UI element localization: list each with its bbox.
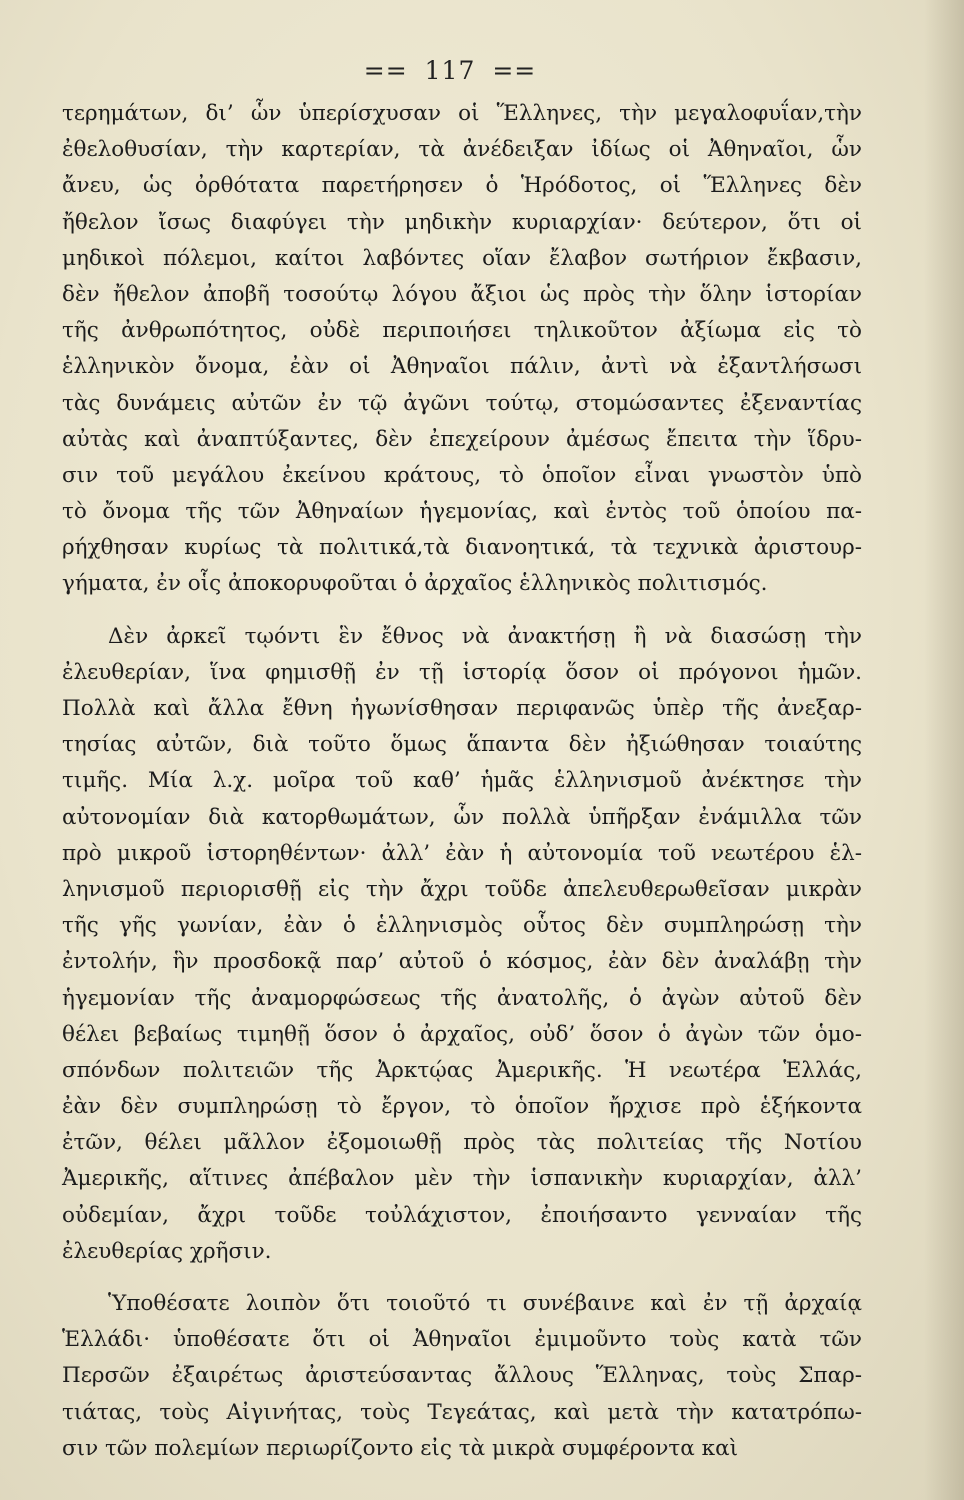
text-line: τῆς γῆς γωνίαν, ἐὰν ὁ ἑλληνισμὸς οὗτος δὲν συμπληρώσῃ τὴν bbox=[62, 913, 862, 939]
text-line: Δὲν ἀρκεῖ τῳόντι ἓν ἔθνος νὰ ἀνακτήσῃ ἢ νὰ διασώσῃ τὴν bbox=[108, 623, 862, 649]
text-line: ρήχθησαν κυρίως τὰ πολιτικά,τὰ διανοητικά, τὰ τεχνικὰ ἀριστουρ- bbox=[62, 535, 862, 561]
text-line: Ἀμερικῆς, αἵτινες ἀπέβαλον μὲν τὴν ἱσπανικὴν κυριαρχίαν, ἀλλ’ bbox=[62, 1166, 862, 1192]
text-line: αὐτὰς καὶ ἀναπτύξαντες, δὲν ἐπεχείρουν ἀμέσως ἔπειτα τὴν ἵδρυ- bbox=[62, 426, 862, 452]
text-line: σιν τοῦ μεγάλου ἐκείνου κράτους, τὸ ὁποῖον εἶναι γνωστὸν ὑπὸ bbox=[62, 462, 862, 488]
text-line: τιμῆς. Μία λ.χ. μοῖρα τοῦ καθ’ ἡμᾶς ἑλληνισμοῦ ἀνέκτησε τὴν bbox=[62, 768, 862, 794]
text-line: ληνισμοῦ περιορισθῇ εἰς τὴν ἄχρι τοῦδε ἀπελευθερωθεῖσαν μικρὰν bbox=[62, 876, 862, 902]
text-line: ἐτῶν, θέλει μᾶλλον ἐξομοιωθῇ πρὸς τὰς πολιτείας τῆς Νοτίου bbox=[62, 1130, 862, 1156]
paragraph-gap bbox=[62, 1270, 862, 1286]
text-line: ἐλευθερίαν, ἵνα φημισθῇ ἐν τῇ ἱστορίᾳ ὅσον οἱ πρόγονοι ἡμῶν. bbox=[62, 659, 862, 685]
text-line: τὰς δυνάμεις αὐτῶν ἐν τῷ ἀγῶνι τούτῳ, στομώσαντες ἐξεναντίας bbox=[62, 390, 862, 416]
page-edge-shadow bbox=[924, 0, 964, 1500]
text-line: ἡγεμονίαν τῆς ἀναμορφώσεως τῆς ἀνατολῆς, ὁ ἀγὼν αὐτοῦ δὲν bbox=[62, 985, 862, 1011]
text-line: μηδικοὶ πόλεμοι, καίτοι λαβόντες οἵαν ἔλαβον σωτήριον ἔκβασιν, bbox=[62, 245, 862, 271]
paragraph bbox=[62, 1286, 862, 1467]
text-line: ἐὰν δὲν συμπληρώσῃ τὸ ἔργον, τὸ ὁποῖον ἤρχισε πρὸ ἑξήκοντα bbox=[62, 1094, 862, 1120]
text-line: τῆς ἀνθρωπότητος, οὐδὲ περιποιήσει τηλικοῦτον ἀξίωμα εἰς τὸ bbox=[62, 318, 862, 344]
text-line: τιάτας, τοὺς Αἰγινήτας, τοὺς Τεγεάτας, καὶ μετὰ τὴν κατατρόπω- bbox=[62, 1399, 862, 1425]
text-line: Πολλὰ καὶ ἄλλα ἔθνη ἠγωνίσθησαν περιφανῶς ὑπὲρ τῆς ἀνεξαρ- bbox=[62, 696, 862, 721]
text-line: ἑλληνικὸν ὄνομα, ἐὰν οἱ Ἀθηναῖοι πάλιν, ἀντὶ νὰ ἐξαντλήσωσι bbox=[62, 354, 862, 380]
text-line: πρὸ μικροῦ ἱστορηθέντων· ἀλλ’ ἐὰν ἡ αὐτονομία τοῦ νεωτέρου ἑλ- bbox=[62, 840, 862, 866]
paragraph bbox=[62, 96, 862, 603]
text-line: Περσῶν ἐξαιρέτως ἀριστεύσαντας ἄλλους Ἕλληνας, τοὺς Σπαρ- bbox=[62, 1363, 862, 1389]
text-line: αὐτονομίαν διὰ κατορθωμάτων, ὧν πολλὰ ὑπῆρξαν ἐνάμιλλα τῶν bbox=[62, 804, 862, 830]
text-line: Ἑλλάδι· ὑποθέσατε ὅτι οἱ Ἀθηναῖοι ἐμιμοῦντο τοὺς κατὰ τῶν bbox=[62, 1327, 862, 1353]
page-number: 117 bbox=[424, 56, 476, 85]
text-line: ἐθελοθυσίαν, τὴν καρτερίαν, τὰ ἀνέδειξαν ἰδίως οἱ Ἀθηναῖοι, ὧν bbox=[62, 137, 862, 163]
text-line: σιν τῶν πολεμίων περιωρίζοντο εἰς τὰ μικρὰ συμφέροντα καὶ bbox=[62, 1435, 739, 1461]
text-line: θέλει βεβαίως τιμηθῇ ὅσον ὁ ἀρχαῖος, οὐδ’ ὅσον ὁ ἀγὼν τῶν ὁμο- bbox=[62, 1021, 862, 1047]
text-line: σπόνδων πολιτειῶν τῆς Ἀρκτῴας Ἀμερικῆς. Ἡ νεωτέρα Ἑλλάς, bbox=[62, 1057, 862, 1083]
text-line: δὲν ἤθελον ἀποβῆ τοσούτῳ λόγου ἄξιοι ὡς πρὸς τὴν ὅλην ἱστορίαν bbox=[62, 281, 862, 307]
text-line: ἄνευ, ὡς ὀρθότατα παρετήρησεν ὁ Ἡρόδοτος, οἱ Ἕλληνες δὲν bbox=[62, 173, 862, 199]
text-line: τησίας αὐτῶν, διὰ τοῦτο ὅμως ἅπαντα δὲν ἠξιώθησαν τοιαύτης bbox=[62, 732, 862, 758]
text-line: ἐλευθερίας χρῆσιν. bbox=[62, 1238, 272, 1264]
text-line: Ὑποθέσατε λοιπὸν ὅτι τοιοῦτό τι συνέβαινε καὶ ἐν τῇ ἀρχαίᾳ bbox=[108, 1291, 862, 1316]
header-left-mark: == bbox=[363, 56, 408, 85]
header-right-mark: == bbox=[492, 56, 537, 85]
paragraph bbox=[62, 619, 862, 1270]
text-line: τὸ ὄνομα τῆς τῶν Ἀθηναίων ἡγεμονίας, καὶ ἐντὸς τοῦ ὁποίου πα- bbox=[62, 499, 862, 525]
text-line: τερημάτων, δι’ ὧν ὑπερίσχυσαν οἱ Ἕλληνες, τὴν μεγαλοφυΐαν,τὴν bbox=[62, 101, 862, 126]
page-body-text bbox=[62, 96, 862, 1467]
text-line: ἐντολήν, ἣν προσδοκᾷ παρ’ αὐτοῦ ὁ κόσμος, ἐὰν δὲν ἀναλάβῃ τὴν bbox=[62, 949, 862, 975]
text-line: ἤθελον ἴσως διαφύγει τὴν μηδικὴν κυριαρχίαν· δεύτερον, ὅτι οἱ bbox=[62, 209, 862, 235]
paragraph-gap bbox=[62, 603, 862, 619]
text-line: γήματα, ἐν οἷς ἀποκορυφοῦται ὁ ἀρχαῖος ἑλληνικὸς πολιτισμός. bbox=[62, 571, 768, 597]
text-line: οὐδεμίαν, ἄχρι τοῦδε τοὐλάχιστον, ἐποιήσαντο γενναίαν τῆς bbox=[62, 1202, 862, 1228]
page-header bbox=[0, 56, 900, 85]
